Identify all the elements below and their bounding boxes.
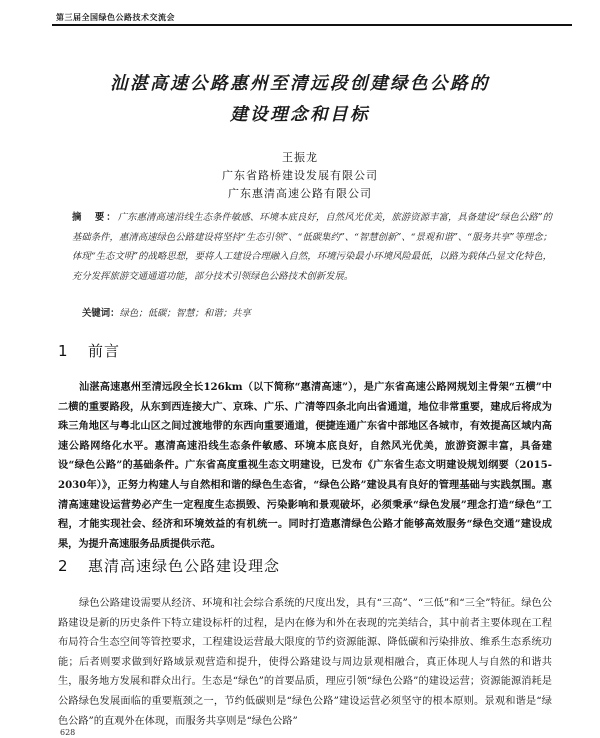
paper-title-line2: 建设理念和目标 — [230, 105, 370, 125]
author-affiliation-2: 广东惠清高速公路有限公司 — [228, 187, 372, 200]
abstract-label: 摘 要： — [72, 212, 118, 223]
paper-title-line1: 汕湛高速公路惠州至清远段创建绿色公路的 — [110, 74, 490, 94]
section-1-paragraph: 汕湛高速惠州至清远段全长126km（以下简称“惠清高速”），是广东省高速公路网规划主骨架“五横”中二横的重要路段，从东到西连接大广、京珠、广乐、广清等四条北向出省通道，地位非常重要，建成后将成为珠三角地区与粤北山区之间过渡地带的东西向重要通道，便捷连通广东省中部地区各城市，有效提高区域内高速公路网络化水平。惠清高速沿线生态条件敏感、环境本底良好，自然风光优美，旅游资源丰富，具备建设“绿色公路”的基础条件。广东省高度重视生态文明建设，已发布《广东省生态文明建设规划纲要（2015-2030年）》，正努力构建人与自然相和谐的绿色生态省，“绿色公路”建设具有良好的管理基础与实践氛围。惠清高速建设运营势必产生一定程度生态损毁、污染影响和景观破坏，必须秉承“绿色发展”理念打造“绿色”工程，才能实现社会、经济和环境效益的有机统一。同时打造惠清绿色公路才能够高效服务“绿色交通”建设成果，为提升高速服务品质提供示范。 — [58, 381, 552, 550]
section-number: 2 — [58, 557, 69, 575]
section-title: 前言 — [88, 342, 121, 360]
page-number: 628 — [60, 728, 76, 737]
abstract — [72, 208, 552, 286]
author-affiliation-1: 广东省路桥建设发展有限公司 — [222, 169, 378, 182]
section-title: 惠清高速绿色公路建设理念 — [88, 557, 281, 575]
keywords — [82, 305, 251, 319]
section-heading-1 — [58, 340, 120, 361]
running-header — [52, 4, 572, 26]
section-number: 1 — [58, 342, 69, 360]
abstract-text: 广东惠清高速沿线生态条件敏感、环境本底良好，自然风光优美，旅游资源丰富，具备建设“绿色公路”的基础条件，惠清高速绿色公路建设将坚持“生态引领”、“低碳集约”、“智慧创新”、“景观和谐”、“服务共享”等理念；体现“生态文明”的战略思想，要将人工建设合理融入自然，环境污染最小环境风险最低，以路为载体凸显文化特色，充分发挥旅游交通通道功能，部分技术引领绿色公路技术创新发展。 — [72, 212, 552, 282]
keywords-text: 绿色；低碳；智慧；和谐；共享 — [119, 308, 251, 319]
keywords-label: 关键词： — [82, 308, 120, 319]
section-heading-2 — [58, 555, 280, 576]
conference-name: 第三届全国绿色公路技术交流会 — [56, 12, 175, 22]
author-name: 王振龙 — [282, 151, 318, 164]
section-2-paragraph: 绿色公路建设需要从经济、环境和社会综合系统的尺度出发，具有“三高”、“三低”和“三全”特征。绿色公路建设是新的历史条件下特立建设标杆的过程，是内在修为和外在表现的完美结合，其中前者主要体现在工程布局符合生态空间等管控要求，工程建设运营最大限度的节约资源能源、降低碳和污染排放、维系生态系统功能；后者则要求做到好路域景观营造和提升，使得公路建设与周边景观相融合，真正体现人与自然的和谐共生，服务地方发展和群众出行。生态是“绿色”的首要品质，理应引领“绿色公路”的建设运营；资源能源消耗是公路绿色发展面临的重要瓶颈之一，节约低碳则是“绿色公路”建设运营必须坚守的根本原则。景观和谐是“绿色公路”的直观外在体现，而服务共享则是“绿色公路” — [58, 598, 552, 727]
